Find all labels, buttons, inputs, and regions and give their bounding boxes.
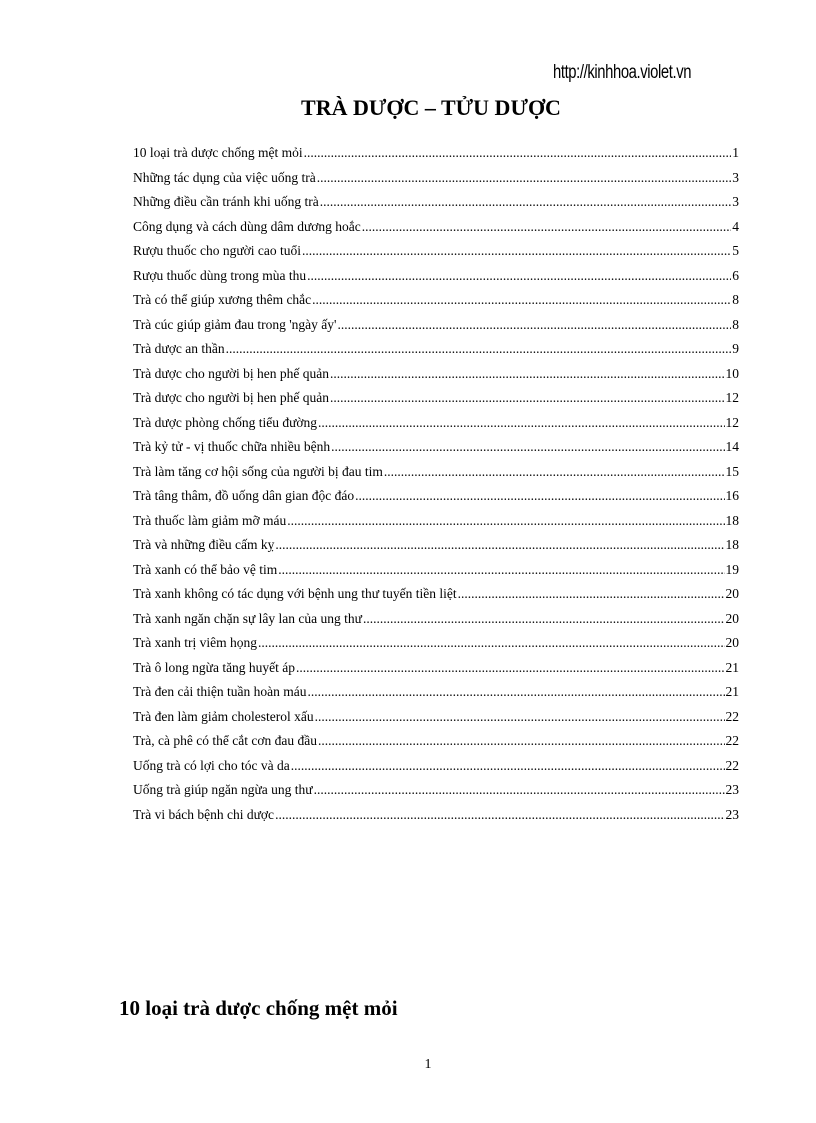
toc-entry-label: Những tác dụng của việc uống trà <box>133 169 316 185</box>
toc-entry-label: Trà xanh không có tác dụng với bệnh ung thư tuyến tiền liệt <box>133 586 457 601</box>
site-url: http://kinhhoa.violet.vn <box>553 62 692 83</box>
toc-entry-page: 5 <box>732 243 739 258</box>
toc-entry-page: 8 <box>732 292 739 307</box>
toc-dot-leader <box>362 215 731 240</box>
toc-entry-page: 22 <box>725 733 739 748</box>
toc-entry[interactable] <box>133 386 739 411</box>
toc-entry[interactable] <box>133 656 739 681</box>
toc-entry-page: 20 <box>725 610 739 626</box>
toc-entry-label: 10 loại trà dược chống mệt mỏi <box>133 145 303 160</box>
toc-entry[interactable] <box>133 558 739 583</box>
toc-entry[interactable] <box>133 582 739 607</box>
toc-entry-page: 1 <box>732 145 739 160</box>
toc-dot-leader <box>318 729 725 754</box>
toc-dot-leader <box>226 337 732 362</box>
toc-dot-leader <box>330 362 724 387</box>
toc-entry-label: Trà dược an thần <box>133 341 225 356</box>
toc-entry[interactable] <box>133 460 739 485</box>
toc-entry-label: Trà dược cho người bị hen phế quản <box>133 390 330 405</box>
toc-entry[interactable] <box>133 313 739 338</box>
toc-entry-label: Trà ô long ngừa tăng huyết áp <box>133 659 296 675</box>
toc-dot-leader <box>287 509 724 534</box>
toc-entry-label: Uống trà có lợi cho tóc và da <box>133 757 290 773</box>
toc-entry[interactable] <box>133 729 739 754</box>
toc-entry-page: 21 <box>725 684 739 699</box>
toc-entry-label: Rượu thuốc dùng trong mùa thu <box>133 267 307 283</box>
toc-entry[interactable] <box>133 509 739 534</box>
toc-entry-label: Trà cúc giúp giảm đau trong 'ngày ấy' <box>133 316 337 332</box>
toc-entry-label: Trà dược cho người bị hen phế quản <box>133 365 330 381</box>
toc-entry-label: Trà dược phòng chống tiểu đường <box>133 414 318 430</box>
toc-entry-page: 3 <box>732 194 739 209</box>
toc-dot-leader <box>291 754 725 779</box>
toc-entry-label: Trà làm tăng cơ hội sống của người bị đau tim <box>133 463 383 479</box>
toc-entry[interactable] <box>133 754 739 779</box>
toc-dot-leader <box>317 166 731 191</box>
toc-entry-label: Trà tâng thâm, đồ uống dân gian độc đáo <box>133 488 355 503</box>
toc-entry-page: 8 <box>732 316 739 332</box>
table-of-contents <box>133 141 739 827</box>
toc-entry-label: Trà và những điều cấm kỵ <box>133 537 275 552</box>
toc-entry-label: Trà thuốc làm giảm mỡ máu <box>133 512 287 528</box>
toc-dot-leader <box>330 386 724 411</box>
toc-entry-label: Những điều cần tránh khi uống trà <box>133 194 319 209</box>
toc-entry[interactable] <box>133 778 739 803</box>
toc-entry-label: Uống trà giúp ngăn ngừa ung thư <box>133 782 313 797</box>
toc-dot-leader <box>315 705 725 730</box>
toc-entry[interactable] <box>133 288 739 313</box>
toc-dot-leader <box>314 778 725 803</box>
toc-dot-leader <box>258 631 725 656</box>
toc-entry-label: Trà xanh có thể bảo vệ tim <box>133 561 278 577</box>
toc-entry-page: 10 <box>725 365 739 381</box>
toc-dot-leader <box>307 680 724 705</box>
toc-entry-page: 21 <box>725 659 739 675</box>
toc-entry-label: Trà vi bách bệnh chi dược <box>133 806 275 822</box>
toc-entry-label: Rượu thuốc cho người cao tuổi <box>133 243 302 258</box>
toc-entry-label: Trà, cà phê có thể cắt cơn đau đầu <box>133 733 317 748</box>
toc-entry[interactable] <box>133 533 739 558</box>
toc-entry-page: 9 <box>732 341 739 356</box>
toc-entry[interactable] <box>133 631 739 656</box>
toc-dot-leader <box>304 141 732 166</box>
toc-entry[interactable] <box>133 803 739 828</box>
toc-entry[interactable] <box>133 166 739 191</box>
page-number: 1 <box>424 1057 432 1072</box>
toc-dot-leader <box>275 803 724 828</box>
toc-entry-label: Trà xanh trị viêm họng <box>133 635 257 650</box>
toc-dot-leader <box>307 264 731 289</box>
toc-entry[interactable] <box>133 607 739 632</box>
toc-entry-page: 19 <box>725 561 739 577</box>
toc-dot-leader <box>318 411 724 436</box>
toc-entry-page: 23 <box>725 782 739 797</box>
toc-dot-leader <box>458 582 725 607</box>
toc-dot-leader <box>331 435 724 460</box>
toc-entry-page: 4 <box>732 218 739 234</box>
toc-entry[interactable] <box>133 141 739 166</box>
toc-dot-leader <box>312 288 731 313</box>
section-heading: 10 loại trà dược chống mệt mỏi <box>119 996 398 1020</box>
toc-dot-leader <box>363 607 725 632</box>
toc-entry-label: Trà có thể giúp xương thêm chắc <box>133 292 312 307</box>
toc-entry[interactable] <box>133 705 739 730</box>
toc-entry-page: 3 <box>732 169 739 185</box>
toc-entry-page: 12 <box>725 390 739 405</box>
document-title: TRÀ DƯỢC – TỬU DƯỢC <box>301 95 561 120</box>
toc-entry-page: 15 <box>725 463 739 479</box>
toc-entry[interactable] <box>133 484 739 509</box>
toc-entry-page: 14 <box>725 439 739 454</box>
toc-dot-leader <box>278 558 724 583</box>
toc-dot-leader <box>296 656 724 681</box>
toc-entry-page: 18 <box>725 512 739 528</box>
toc-entry-page: 22 <box>725 708 739 724</box>
toc-entry[interactable] <box>133 411 739 436</box>
toc-entry-label: Trà đen làm giảm cholesterol xấu <box>133 708 314 724</box>
toc-entry-label: Trà xanh ngăn chặn sự lây lan của ung thư <box>133 610 362 626</box>
toc-entry-page: 16 <box>725 488 739 503</box>
toc-entry[interactable] <box>133 239 739 264</box>
toc-dot-leader <box>320 190 731 215</box>
toc-entry[interactable] <box>133 435 739 460</box>
toc-dot-leader <box>337 313 731 338</box>
toc-entry-label: Trà kỷ tử - vị thuốc chữa nhiều bệnh <box>133 439 331 454</box>
toc-entry-page: 23 <box>725 806 739 822</box>
toc-entry[interactable] <box>133 190 739 215</box>
toc-entry-page: 20 <box>725 586 739 601</box>
toc-dot-leader <box>355 484 724 509</box>
toc-entry-page: 20 <box>725 635 739 650</box>
toc-entry[interactable] <box>133 337 739 362</box>
toc-entry[interactable] <box>133 680 739 705</box>
toc-entry[interactable] <box>133 215 739 240</box>
toc-entry-label: Trà đen cải thiện tuần hoàn máu <box>133 684 307 699</box>
toc-entry[interactable] <box>133 362 739 387</box>
toc-entry-page: 12 <box>725 414 739 430</box>
toc-entry-page: 6 <box>732 267 739 283</box>
toc-entry-page: 22 <box>725 757 739 773</box>
toc-dot-leader <box>302 239 731 264</box>
toc-dot-leader <box>275 533 724 558</box>
toc-dot-leader <box>384 460 725 485</box>
toc-entry-page: 18 <box>725 537 739 552</box>
toc-entry[interactable] <box>133 264 739 289</box>
toc-entry-label: Công dụng và cách dùng dâm dương hoắc <box>133 218 361 234</box>
